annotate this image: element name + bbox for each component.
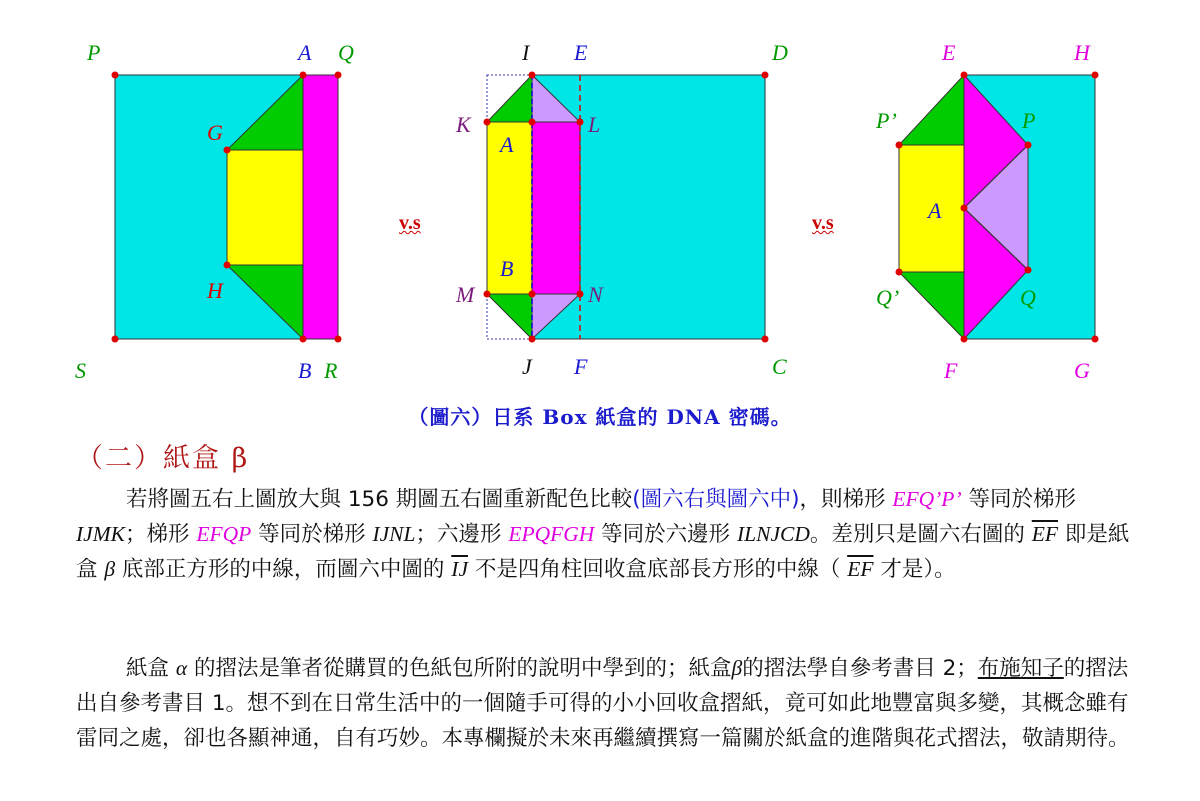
left-label-H: H xyxy=(207,278,223,303)
p1-text: 。 xyxy=(809,522,832,547)
p1-text: 等同於六邊形 xyxy=(601,522,731,547)
right-label-P: P xyxy=(1022,108,1036,133)
hexagon-label: EPQFGH xyxy=(508,522,595,546)
right-label-Q: Q xyxy=(1020,285,1036,310)
middle-label-I: I xyxy=(522,40,530,65)
p1-text: 差別只是圖六右圖的 xyxy=(831,522,1025,547)
segment-EF: $\overline{EF}$ xyxy=(847,557,874,581)
middle-label-D: D xyxy=(772,40,788,65)
middle-label-C: C xyxy=(772,354,787,379)
left-label-P: P xyxy=(87,40,101,65)
vs-label-left: v.s xyxy=(399,212,421,234)
left-diagram xyxy=(75,40,354,383)
left-label-S: S xyxy=(75,358,86,383)
left-label-R: R xyxy=(324,358,338,383)
p1-text: 即是紙盒 xyxy=(76,522,1130,582)
p1-text: ；梯形 xyxy=(124,522,190,547)
hexagon-label: ILNJCD xyxy=(737,522,810,546)
middle-label-A: A xyxy=(500,132,514,157)
segment-IJ: $\overline{IJ}$ xyxy=(451,557,468,581)
middle-label-J: J xyxy=(522,354,532,379)
middle-label-L: L xyxy=(588,112,601,137)
middle-label-M: M xyxy=(456,282,475,307)
left-label-B: B xyxy=(298,358,312,383)
left-magenta-strip xyxy=(303,75,338,339)
figure-six-diagram xyxy=(0,0,1200,400)
middle-green-top xyxy=(487,75,532,122)
left-label-A: A xyxy=(298,40,312,65)
figure-caption: （圖六）日系 Box 紙盒的 DNA 密碼。 xyxy=(408,405,792,429)
right-label-H: H xyxy=(1074,40,1090,65)
middle-green-bottom xyxy=(487,294,532,339)
right-label-A: A xyxy=(928,198,942,223)
trapezoid-label: EFQ’P’ xyxy=(892,487,962,511)
trapezoid-label: IJNL xyxy=(372,522,416,546)
author-name: 布施知子 xyxy=(977,656,1064,681)
paragraph-2 xyxy=(76,651,1136,756)
middle-label-F: F xyxy=(574,354,588,379)
p1-text: ，則梯形 xyxy=(799,487,886,512)
middle-label-N: N xyxy=(588,282,603,307)
p1-text: 等同於梯形 xyxy=(968,487,1076,512)
middle-label-K: K xyxy=(456,112,471,137)
trapezoid-label: EFQP xyxy=(196,522,252,546)
trapezoid-label: IJMK xyxy=(76,522,125,546)
segment-EF: $\overline{EF}$ xyxy=(1031,522,1059,546)
p2-text: 紙盒 xyxy=(126,656,170,681)
left-label-Q: Q xyxy=(338,40,354,65)
beta-symbol: β xyxy=(104,557,116,581)
right-green-top xyxy=(899,75,964,145)
p1-text: 等同於梯形 xyxy=(258,522,366,547)
right-label-G: G xyxy=(1074,358,1090,383)
right-label-E: E xyxy=(942,40,956,65)
middle-diagram xyxy=(455,40,788,379)
p1-figure-ref: (圖六右與圖六中) xyxy=(632,487,800,512)
p2-text: 的摺法學自參考書目 2； xyxy=(742,656,978,681)
section-title: （二）紙盒 β xyxy=(76,443,250,474)
right-green-bottom xyxy=(899,272,964,339)
right-label-Q-prime: Q’ xyxy=(876,285,900,310)
p1-text: 不是四角柱回收盒底部長方形的中線（ xyxy=(474,557,841,582)
middle-label-B: B xyxy=(500,256,514,281)
alpha-symbol: α xyxy=(175,656,188,680)
p2-text: 的摺法出自參考書目 1。想不到在日常生活中的一個隨手可得的小小回收盒摺紙，竟可如此地豐富與多變，其概念雖有雷同之處，卻也各顯神通，自有巧妙。本專欄擬於未來再繼續撰寫一篇關於紙盒的進階與花式摺法，敬請期待。 xyxy=(76,656,1130,751)
p1-text: ；六邊形 xyxy=(415,522,502,547)
vs-label-right: v.s xyxy=(812,212,834,234)
middle-magenta-strip xyxy=(532,122,580,294)
p1-text: 若將圖五右上圖放大與 156 期圖五右圖重新配色比較 xyxy=(126,487,633,512)
p1-text: 才是）。 xyxy=(880,557,956,582)
right-diagram xyxy=(875,40,1099,383)
p1-text: 底部正方形的中線，而圖六中圖的 xyxy=(121,557,445,582)
right-label-P-prime: P’ xyxy=(876,108,897,133)
left-label-G: G xyxy=(207,120,223,145)
paragraph-1 xyxy=(76,482,1136,587)
middle-label-E: E xyxy=(574,40,588,65)
beta-symbol: β xyxy=(731,656,743,680)
p2-text: 的摺法是筆者從購買的色紙包所附的說明中學到的；紙盒 xyxy=(194,656,732,681)
left-yellow-rect xyxy=(227,150,303,265)
right-label-F: F xyxy=(944,358,958,383)
